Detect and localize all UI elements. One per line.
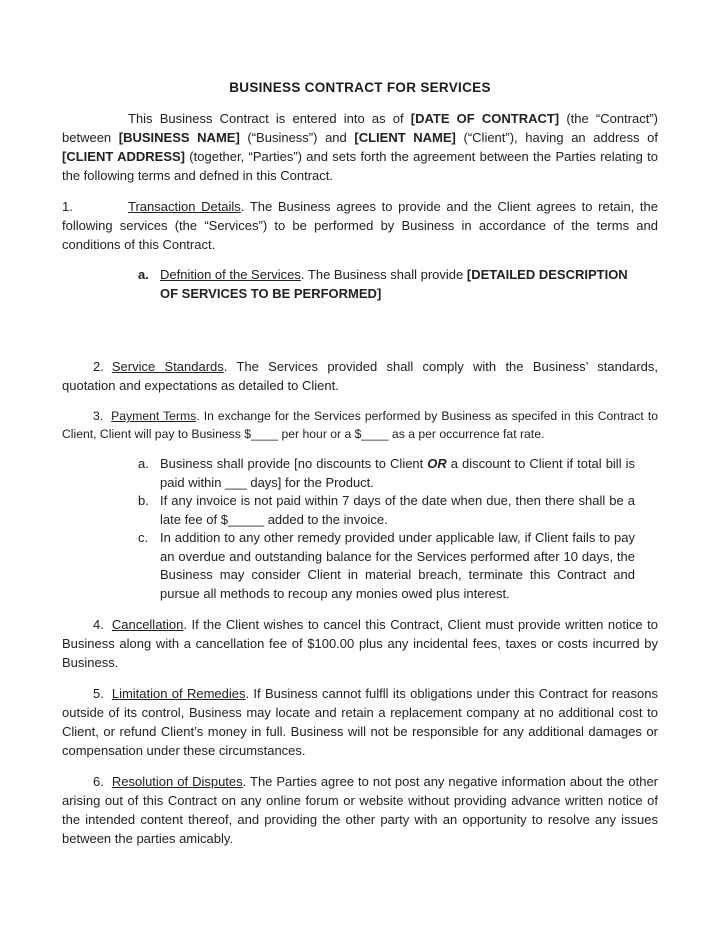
subitem-a-heading: Defnition of the Services: [160, 267, 301, 282]
section-5-number: 5.: [93, 686, 104, 701]
document-content: [62, 80, 658, 860]
subitem-b-text: If any invoice is not paid within 7 days of the date when due, then there shall be a late fee of $_____ added to the invoice.: [160, 493, 635, 527]
section-4-cancellation: [62, 615, 658, 672]
section-4-number: 4.: [93, 617, 104, 632]
intro-text-3: (“Business”) and: [239, 130, 355, 145]
intro-text-5: (together, “Parties”) and sets forth the agreement between the Parties relating to the following terms and defned in this Contract.: [62, 149, 658, 183]
intro-text-2: (the “Contract”) between: [62, 111, 658, 145]
subitem-a-text: . The Business shall provide: [300, 267, 467, 282]
section-6-heading: Resolution of Disputes: [111, 774, 243, 789]
section-3-heading: Payment Terms: [111, 409, 197, 423]
intro-paragraph: [62, 109, 658, 185]
section-5-limitation-of-remedies: [62, 684, 658, 760]
or-emphasis: OR: [427, 456, 447, 471]
section-6-body: . The Parties agree to not post any negative information about the other arising out of this Contract on any online forum or website without providing advance written notice of the intended content thereof, and providing the other party with an opportunity to resolve any issues between the parties amicably.: [62, 774, 659, 846]
section-3-subitem-b: [62, 492, 635, 529]
business-name-placeholder: [BUSINESS NAME]: [118, 130, 240, 145]
section-3-subitems: [62, 455, 658, 603]
section-1-body: . The Business agrees to provide and the Client agrees to retain, the following services (the “Services”) to be performed by Business in accordance of the terms and conditions of this Contract.: [62, 199, 658, 252]
section-2-number: 2.: [93, 359, 104, 374]
section-6-resolution-of-disputes: [62, 772, 658, 848]
section-3-subitem-a: [62, 455, 635, 492]
section-4-body: . If the Client wishes to cancel this Contract, Client must provide written notice to Business along with a cancellation fee of $100.00 plus any incidental fees, taxes or costs incurred by Business.: [62, 617, 658, 670]
subitem-c-marker: c.: [138, 530, 149, 545]
section-4-heading: Cancellation: [111, 617, 184, 632]
subitem-a-marker: a.: [138, 267, 149, 282]
section-2-body: . The Services provided shall comply with the Business’ standards, quotation and expectations as detailed to Client.: [62, 359, 658, 393]
section-3-body: . In exchange for the Services performed by Business as specifed in this Contract to Client, Client will pay to Business $____ per hour or a $____ as a per occurrence fat rate.: [62, 409, 658, 441]
section-3-payment-terms: [62, 407, 658, 443]
section-1-number: 1.: [62, 199, 73, 214]
subitem-b-marker: b.: [138, 493, 149, 508]
intro-text-4: (“Client”), having an address of: [455, 130, 658, 145]
section-2-heading: Service Standards: [111, 359, 224, 374]
subitem-c-text: In addition to any other remedy provided under applicable law, if Client fails to pay an overdue and outstanding balance for the Services performed after 10 days, the Business may consider Client in material breach, terminate this Contract and pursue all methods to recoup any monies owed plus interest.: [160, 530, 635, 601]
section-3-subitem-c: [62, 529, 635, 603]
section-1-heading: Transaction Details: [128, 199, 241, 214]
section-2-service-standards: [62, 357, 658, 395]
client-address-placeholder: [CLIENT ADDRESS]: [62, 149, 185, 164]
intro-text-1: This Business Contract is entered into as of: [128, 111, 411, 126]
subitem-a-marker: a.: [138, 456, 149, 471]
section-6-number: 6.: [93, 774, 104, 789]
subitem-a-text-1: Business shall provide [no discounts to Client: [160, 456, 428, 471]
date-of-contract-placeholder: [DATE OF CONTRACT]: [410, 111, 560, 126]
section-1-subitem-a: [62, 266, 635, 303]
section-1-transaction-details: [62, 197, 658, 254]
section-5-heading: Limitation of Remedies: [111, 686, 246, 701]
services-description-placeholder: [DETAILED DESCRIPTION OF SERVICES TO BE PERFORMED]: [160, 267, 628, 301]
document-title: BUSINESS CONTRACT FOR SERVICES: [229, 80, 491, 95]
section-3-number: 3.: [93, 409, 104, 423]
client-name-placeholder: [CLIENT NAME]: [354, 130, 456, 145]
section-5-body: . If Business cannot fulfll its obligations under this Contract for reasons outside of its control, Business may locate and retain a replacement company at no additional cost to Client, or refund Client’s money in full. Business will not be responsible for any additional damages or compensation under these circumstances.: [62, 686, 658, 758]
subitem-a-text-2: a discount to Client if total bill is paid within ___ days] for the Product.: [160, 456, 635, 490]
